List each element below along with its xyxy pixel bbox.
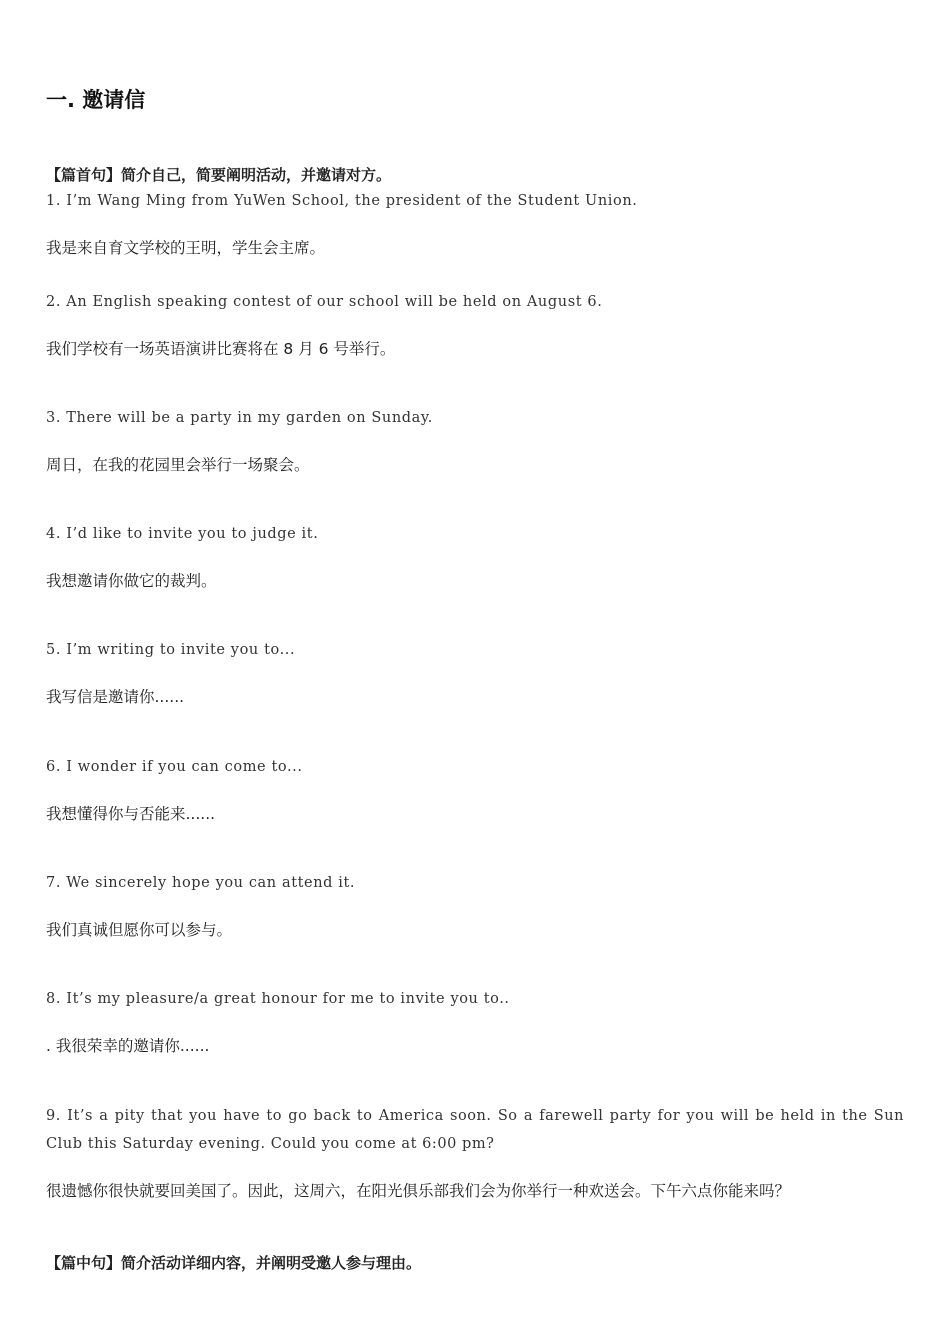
sentence-9-en: 9. It’s a pity that you have to go back to America soon. So a farewell party for you will be held in the Sun Club this Saturday evening. Could you come at 6:00 pm? — [46, 1108, 904, 1152]
sentence-5-zh: 我写信是邀请你...... — [46, 688, 185, 706]
sentence-6-en: 6. I wonder if you can come to... — [46, 759, 303, 775]
section-title: 一. 邀请信 — [46, 88, 146, 112]
middle-sentences-heading: 【篇中句】简介活动详细内容，并阐明受邀人参与理由。 — [46, 1254, 422, 1272]
sentence-7-en: 7. We sincerely hope you can attend it. — [46, 875, 356, 891]
sentence-1-en: 1. I’m Wang Ming from YuWen School, the president of the Student Union. — [46, 193, 638, 209]
sentence-4-zh: 我想邀请你做它的裁判。 — [46, 572, 217, 590]
sentence-9-zh: 很遗憾你很快就要回美国了。因此，这周六，在阳光俱乐部我们会为你举行一种欢送会。下午六点你能来吗？ — [46, 1182, 791, 1200]
sentence-4-en: 4. I’d like to invite you to judge it. — [46, 526, 319, 542]
sentence-2-zh: 我们学校有一场英语演讲比赛将在 8 月 6 号举行。 — [46, 340, 396, 358]
sentence-8-zh: . 我很荣幸的邀请你...... — [46, 1037, 210, 1055]
sentence-2-en: 2. An English speaking contest of our school will be held on August 6. — [46, 294, 603, 310]
sentence-5-en: 5. I’m writing to invite you to... — [46, 642, 296, 658]
sentence-3-en: 3. There will be a party in my garden on Sunday. — [46, 410, 433, 426]
sentence-3-zh: 周日，在我的花园里会举行一场聚会。 — [46, 456, 310, 474]
sentence-7-zh: 我们真诚但愿你可以参与。 — [46, 921, 233, 939]
sentence-8-en: 8. It’s my pleasure/a great honour for me to invite you to.. — [46, 991, 510, 1007]
sentence-6-zh: 我想懂得你与否能来...... — [46, 805, 216, 823]
sentence-1-zh: 我是来自育文学校的王明，学生会主席。 — [46, 239, 326, 257]
opening-sentences-heading: 【篇首句】简介自己，简要阐明活动，并邀请对方。 — [46, 166, 392, 184]
